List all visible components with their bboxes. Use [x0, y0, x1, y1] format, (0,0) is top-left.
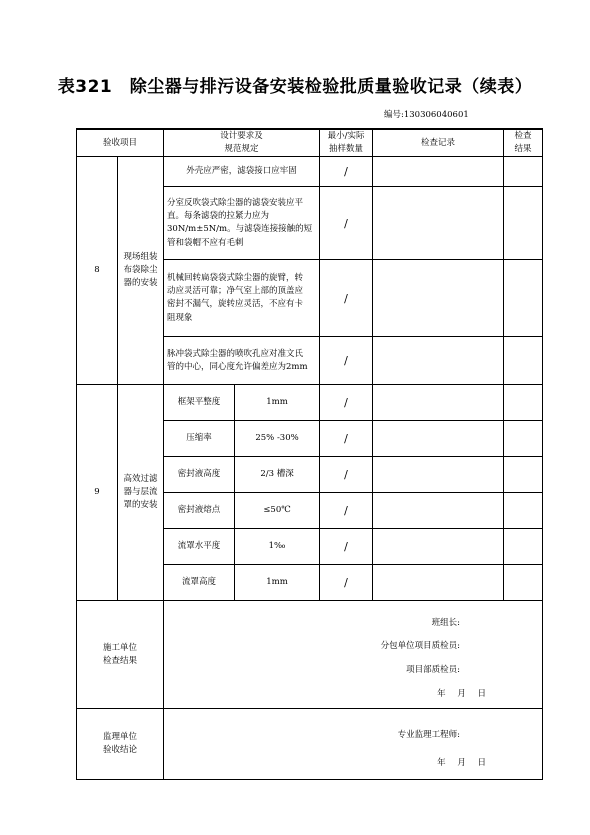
result-cell[interactable]	[504, 457, 543, 493]
requirement-text: 机械回转扁袋袋式除尘器的旋臂，转 动应灵活可靠；净气室上部的顶盖应 密封不漏气，旋转应灵活，不应有卡 阻现象	[164, 260, 320, 337]
result-cell[interactable]	[504, 421, 543, 457]
header-result: 检查 结果	[504, 129, 543, 157]
result-cell[interactable]	[504, 187, 543, 260]
result-cell[interactable]	[504, 529, 543, 565]
check-item: 密封液熔点	[164, 493, 235, 529]
group-number: 8	[77, 157, 118, 385]
record-cell[interactable]	[373, 457, 504, 493]
record-cell[interactable]	[373, 529, 504, 565]
sample-value: /	[320, 337, 373, 385]
record-cell[interactable]	[373, 260, 504, 337]
result-cell[interactable]	[504, 337, 543, 385]
construction-row	[77, 601, 543, 709]
document-number: 编号:130306040601	[384, 110, 469, 120]
group-name: 高效过滤 器与层流 罩的安装	[118, 385, 164, 601]
header-row	[77, 129, 543, 157]
requirement-value: 2/3 槽深	[235, 457, 320, 493]
check-item: 流罩高度	[164, 565, 235, 601]
requirement-value: 1mm	[235, 565, 320, 601]
check-item: 流罩水平度	[164, 529, 235, 565]
result-cell[interactable]	[504, 493, 543, 529]
header-item: 验收项目	[77, 129, 164, 157]
group-number: 9	[77, 385, 118, 601]
construction-sign-area[interactable]	[164, 601, 543, 709]
sample-value: /	[320, 385, 373, 421]
header-sample: 最小/实际 抽样数量	[320, 129, 373, 157]
table-row	[77, 385, 543, 421]
sample-value: /	[320, 529, 373, 565]
page-title: 表321 除尘器与排污设备安装检验批质量验收记录（续表）	[57, 77, 533, 97]
requirement-text: 脉冲袋式除尘器的喷吹孔应对准文氏 管的中心，同心度允许偏差应为2mm	[164, 337, 320, 385]
construction-label: 施工单位 检查结果	[77, 601, 164, 709]
result-cell[interactable]	[504, 385, 543, 421]
inspection-table	[76, 128, 543, 780]
check-item: 框架平整度	[164, 385, 235, 421]
sample-value: /	[320, 565, 373, 601]
record-cell[interactable]	[373, 385, 504, 421]
sample-value: /	[320, 260, 373, 337]
requirement-value: 25% -30%	[235, 421, 320, 457]
supervision-engineer-label: 专业监理工程师:	[397, 730, 461, 741]
record-cell[interactable]	[373, 187, 504, 260]
record-cell[interactable]	[373, 421, 504, 457]
result-cell[interactable]	[504, 157, 543, 187]
requirement-value: 1‰	[235, 529, 320, 565]
sample-value: /	[320, 493, 373, 529]
table-row	[77, 157, 543, 187]
sample-value: /	[320, 457, 373, 493]
supervision-row	[77, 709, 543, 780]
team-leader-label: 班组长:	[431, 618, 461, 629]
dept-inspector-label: 项目部质检员:	[406, 665, 461, 676]
sample-value: /	[320, 187, 373, 260]
requirement-text: 外壳应严密，滤袋接口应牢固	[164, 157, 320, 187]
result-cell[interactable]	[504, 565, 543, 601]
group-name: 现场组装 布袋除尘 器的安装	[118, 157, 164, 385]
check-item: 密封液高度	[164, 457, 235, 493]
sub-inspector-label: 分包单位项目质检员:	[380, 641, 461, 652]
construction-date: 年 月 日	[437, 689, 487, 700]
record-cell[interactable]	[373, 157, 504, 187]
requirement-value: 1mm	[235, 385, 320, 421]
supervision-date: 年 月 日	[437, 758, 487, 769]
header-record: 检查记录	[373, 129, 504, 157]
header-design: 设计要求及 规范规定	[164, 129, 320, 157]
requirement-text: 分室反吹袋式除尘器的滤袋安装应平 直。每条滤袋的拉紧力应为 30N/m±5N/m。与滤袋连接接触的短 管和袋帽不应有毛刺	[164, 187, 320, 260]
record-cell[interactable]	[373, 493, 504, 529]
requirement-value: ≤50℃	[235, 493, 320, 529]
record-cell[interactable]	[373, 565, 504, 601]
sample-value: /	[320, 157, 373, 187]
supervision-label: 监理单位 验收结论	[77, 709, 164, 780]
check-item: 压缩率	[164, 421, 235, 457]
record-cell[interactable]	[373, 337, 504, 385]
supervision-sign-area[interactable]	[164, 709, 543, 780]
sample-value: /	[320, 421, 373, 457]
result-cell[interactable]	[504, 260, 543, 337]
